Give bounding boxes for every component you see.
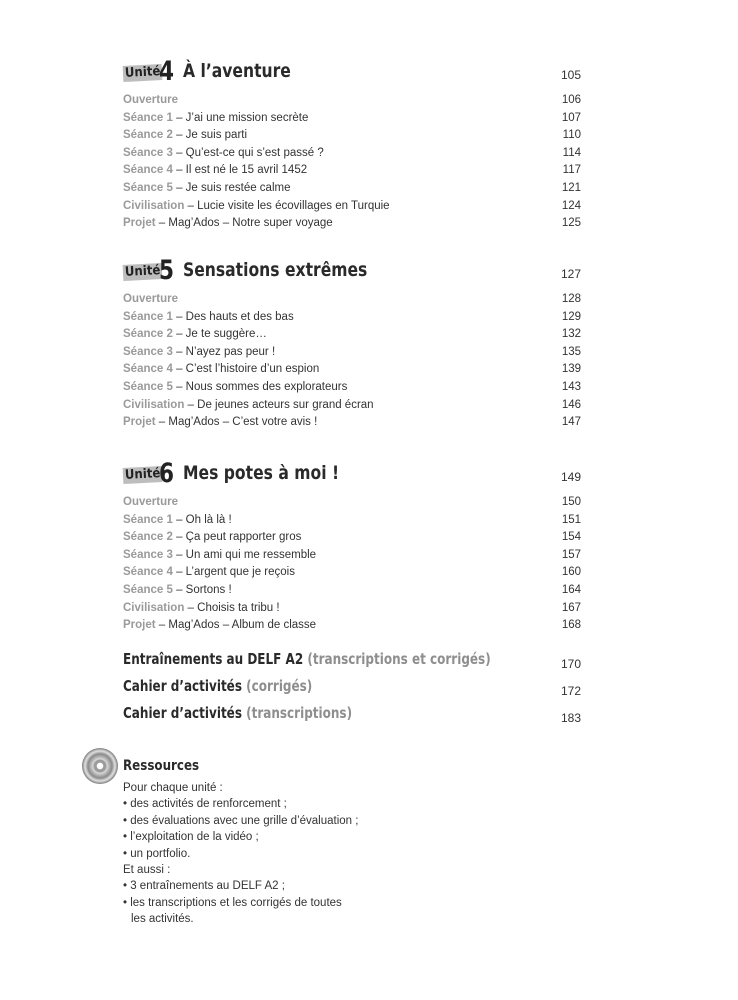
toc-entry[interactable] bbox=[123, 397, 583, 415]
unit-items bbox=[123, 291, 583, 432]
toc-entry[interactable] bbox=[123, 512, 583, 530]
toc-entry-text: – Oh là là ! bbox=[172, 513, 232, 526]
toc-entry-label: Projet bbox=[123, 416, 156, 429]
unit-badge: Unité bbox=[123, 466, 163, 484]
unit-number: 4 bbox=[159, 56, 175, 87]
toc-entry[interactable] bbox=[123, 344, 583, 362]
toc-entry-page: 124 bbox=[561, 199, 581, 212]
extra-title: Entraînements au DELF A2 (transcriptions et corrigés) bbox=[123, 650, 491, 668]
toc-entry-page: 146 bbox=[561, 398, 581, 411]
toc-entry-label: Séance 2 bbox=[123, 328, 173, 341]
toc-entry-label: Projet bbox=[123, 619, 156, 632]
extra-page: 172 bbox=[560, 684, 581, 698]
toc-entry-page: 147 bbox=[561, 416, 581, 429]
unit-title: Sensations extrêmes bbox=[183, 259, 368, 281]
extra-title: Cahier d’activités (transcriptions) bbox=[123, 704, 353, 722]
toc-entry[interactable] bbox=[123, 547, 583, 565]
toc-entry-label: Séance 3 bbox=[123, 345, 173, 358]
toc-entry-label: Civilisation bbox=[123, 199, 185, 212]
resource-line: les activités. bbox=[131, 913, 194, 926]
toc-entry-text: – Je suis restée calme bbox=[172, 181, 291, 194]
toc-entry[interactable] bbox=[123, 564, 583, 582]
unit-title: À l’aventure bbox=[183, 60, 291, 82]
toc-entry-page: 164 bbox=[561, 583, 581, 596]
toc-entry-page: 129 bbox=[561, 310, 581, 323]
toc-entry[interactable] bbox=[123, 92, 583, 110]
toc-entry-label: Séance 3 bbox=[123, 146, 173, 159]
resources-title: Ressources bbox=[123, 758, 200, 774]
unit-header bbox=[123, 257, 583, 291]
extra-page: 183 bbox=[560, 711, 581, 725]
unit-number: 5 bbox=[159, 255, 175, 286]
extra-cahier-transcriptions-entry[interactable] bbox=[123, 704, 583, 730]
unit-4-section bbox=[123, 58, 583, 233]
toc-entry-text: – Choisis ta tribu ! bbox=[184, 601, 280, 614]
toc-entry-text: – Ça peut rapporter gros bbox=[172, 531, 302, 544]
toc-entry[interactable] bbox=[123, 414, 583, 432]
toc-entry-page: 139 bbox=[561, 363, 581, 376]
resource-line: • des évaluations avec une grille d’évaluation ; bbox=[123, 814, 359, 827]
toc-entry-label: Séance 3 bbox=[123, 548, 173, 561]
toc-entry-text: – Je te suggère… bbox=[172, 328, 267, 341]
toc-entry[interactable] bbox=[123, 145, 583, 163]
toc-entry[interactable] bbox=[123, 127, 583, 145]
toc-entry-label: Ouverture bbox=[123, 293, 178, 305]
toc-entry-label: Civilisation bbox=[123, 601, 185, 614]
toc-entry-label: Séance 5 bbox=[123, 181, 173, 194]
unit-6-section bbox=[123, 460, 583, 635]
toc-entry[interactable] bbox=[123, 326, 583, 344]
toc-entry[interactable] bbox=[123, 617, 583, 635]
toc-entry-text: – Mag’Ados – Notre super voyage bbox=[155, 217, 333, 230]
toc-entry-label: Séance 2 bbox=[123, 531, 173, 544]
resource-line: Pour chaque unité : bbox=[123, 782, 223, 794]
toc-entry-text: – Qu’est-ce qui s’est passé ? bbox=[172, 146, 324, 159]
toc-entry-text: – Il est né le 15 avril 1452 bbox=[172, 164, 308, 177]
toc-entry-text: – N’ayez pas peur ! bbox=[172, 345, 276, 358]
toc-entry[interactable] bbox=[123, 529, 583, 547]
toc-entry-page: 143 bbox=[561, 380, 581, 393]
toc-entry[interactable] bbox=[123, 361, 583, 379]
toc-entry-text: – J’ai une mission secrète bbox=[172, 111, 309, 124]
toc-entry[interactable] bbox=[123, 494, 583, 512]
toc-entry-text: – Mag’Ados – C’est votre avis ! bbox=[155, 416, 318, 429]
toc-entry-text: – L’argent que je reçois bbox=[172, 566, 295, 579]
toc-entry-label: Séance 2 bbox=[123, 129, 173, 142]
resource-line: • les transcriptions et les corrigés de toutes bbox=[123, 896, 342, 909]
toc-entry[interactable] bbox=[123, 309, 583, 327]
toc-entry-label: Séance 1 bbox=[123, 111, 173, 124]
toc-entry-page: 110 bbox=[562, 129, 581, 142]
extra-title: Cahier d’activités (corrigés) bbox=[123, 677, 313, 695]
cd-icon bbox=[82, 748, 118, 784]
toc-entry-label: Séance 4 bbox=[123, 363, 173, 376]
toc-entry-label: Séance 5 bbox=[123, 380, 173, 393]
toc-entry-page: 135 bbox=[561, 345, 581, 358]
unit-number: 6 bbox=[159, 458, 175, 489]
unit-page: 149 bbox=[560, 470, 581, 484]
unit-title: Mes potes à moi ! bbox=[183, 462, 340, 484]
toc-entry-page: 150 bbox=[561, 496, 581, 508]
toc-entry-label: Séance 1 bbox=[123, 513, 173, 526]
toc-entry-text: – Des hauts et des bas bbox=[172, 310, 294, 323]
resources-list bbox=[123, 780, 358, 928]
resource-line: • 3 entraînements au DELF A2 ; bbox=[123, 880, 285, 893]
toc-entry[interactable] bbox=[123, 162, 583, 180]
toc-entry-label: Séance 4 bbox=[123, 566, 173, 579]
toc-entry-label: Séance 4 bbox=[123, 164, 173, 177]
toc-entry[interactable] bbox=[123, 600, 583, 618]
extra-cahier-corriges-entry[interactable] bbox=[123, 677, 583, 703]
extra-page: 170 bbox=[560, 657, 581, 671]
toc-entry-page: 125 bbox=[561, 217, 581, 230]
toc-entry-page: 107 bbox=[561, 111, 581, 124]
toc-entry-text: – Nous sommes des explorateurs bbox=[172, 380, 348, 393]
toc-entry-text: – Un ami qui me ressemble bbox=[172, 548, 317, 561]
toc-entry[interactable] bbox=[123, 215, 583, 233]
unit-badge: Unité bbox=[123, 64, 163, 82]
toc-entry-page: 114 bbox=[562, 146, 581, 159]
unit-header bbox=[123, 58, 583, 92]
unit-items bbox=[123, 494, 583, 635]
toc-entry[interactable] bbox=[123, 110, 583, 128]
toc-entry[interactable] bbox=[123, 582, 583, 600]
toc-entry-text: – Lucie visite les écovillages en Turquie bbox=[184, 199, 390, 212]
toc-entry[interactable] bbox=[123, 379, 583, 397]
toc-entry-text: – De jeunes acteurs sur grand écran bbox=[184, 398, 374, 411]
resource-line: • l’exploitation de la vidéo ; bbox=[123, 831, 259, 844]
toc-entry-page: 157 bbox=[561, 548, 581, 561]
toc-entry-page: 132 bbox=[561, 328, 581, 341]
toc-entry[interactable] bbox=[123, 291, 583, 309]
toc-entry-label: Ouverture bbox=[123, 496, 178, 508]
toc-entry-page: 121 bbox=[561, 181, 581, 194]
toc-entry-page: 117 bbox=[562, 164, 581, 177]
toc-entry-label: Séance 5 bbox=[123, 583, 173, 596]
unit-header bbox=[123, 460, 583, 494]
resource-line: • un portfolio. bbox=[123, 847, 191, 860]
toc-entry-page: 151 bbox=[561, 513, 581, 526]
unit-5-section bbox=[123, 257, 583, 432]
unit-page: 127 bbox=[560, 267, 581, 281]
toc-entry-label: Projet bbox=[123, 217, 156, 230]
toc-entry-page: 160 bbox=[561, 566, 581, 579]
toc-entry-text: – C’est l’histoire d’un espion bbox=[172, 363, 320, 376]
toc-entry-text: – Sortons ! bbox=[172, 583, 232, 596]
resource-line: Et aussi : bbox=[123, 864, 171, 877]
toc-entry-page: 154 bbox=[561, 531, 581, 544]
extra-delf-entry[interactable] bbox=[123, 650, 583, 676]
toc-entry[interactable] bbox=[123, 180, 583, 198]
toc-entry-page: 128 bbox=[561, 293, 581, 305]
toc-entry-label: Ouverture bbox=[123, 94, 178, 106]
toc-entry[interactable] bbox=[123, 198, 583, 216]
toc-entry-text: – Mag’Ados – Album de classe bbox=[155, 619, 317, 632]
unit-page: 105 bbox=[560, 68, 581, 82]
resource-line: • des activités de renforcement ; bbox=[123, 798, 287, 811]
toc-entry-label: Civilisation bbox=[123, 398, 185, 411]
unit-badge: Unité bbox=[123, 263, 163, 281]
toc-entry-label: Séance 1 bbox=[123, 310, 173, 323]
toc-entry-page: 168 bbox=[561, 619, 581, 632]
toc-entry-text: – Je suis parti bbox=[172, 129, 248, 142]
toc-entry-page: 167 bbox=[561, 601, 581, 614]
toc-entry-page: 106 bbox=[561, 94, 581, 106]
unit-items bbox=[123, 92, 583, 233]
